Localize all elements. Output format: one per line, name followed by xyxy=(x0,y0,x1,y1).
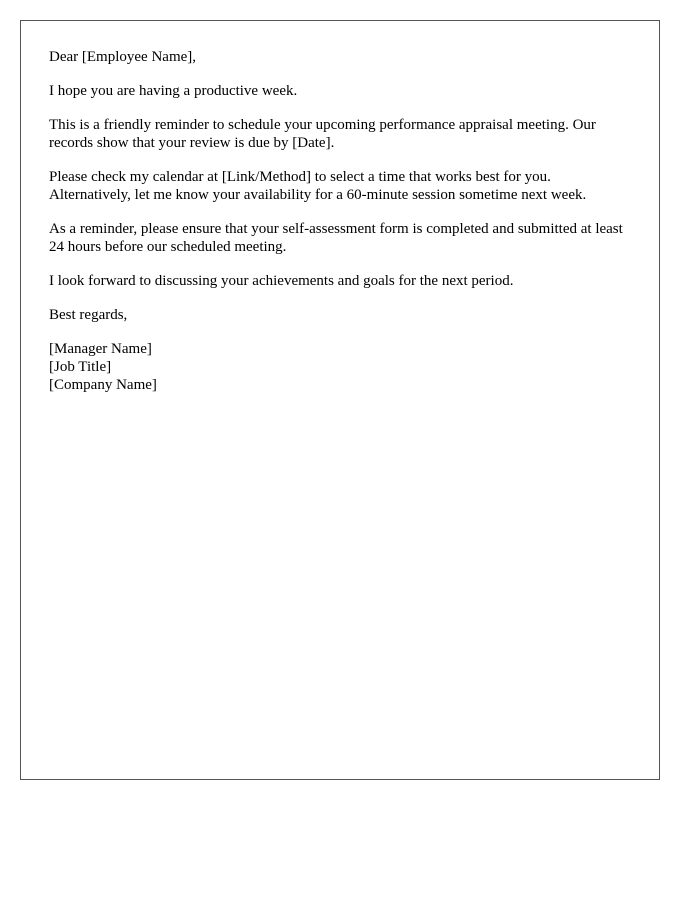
letter-document xyxy=(20,20,660,780)
paragraph-closing-remark: I look forward to discussing your achievements and goals for the next period. xyxy=(49,273,514,289)
signature-company: [Company Name] xyxy=(49,377,157,393)
paragraph-self-assessment: As a reminder, please ensure that your self-assessment form is completed and submitted at least 24 hours before our scheduled meeting. xyxy=(49,221,623,255)
signature-title: [Job Title] xyxy=(49,359,112,375)
paragraph-scheduling: Please check my calendar at [Link/Method] to select a time that works best for you. Alternatively, let me know your availability for a 60-minute session sometime next week. xyxy=(49,169,587,203)
salutation: Dear [Employee Name], xyxy=(49,49,197,65)
closing: Best regards, xyxy=(49,307,128,323)
signature-name: [Manager Name] xyxy=(49,341,152,357)
signature-block xyxy=(49,340,631,394)
paragraph-greeting: I hope you are having a productive week. xyxy=(49,83,298,99)
paragraph-reminder: This is a friendly reminder to schedule your upcoming performance appraisal meeting. Our records show that your review is due by [Date]. xyxy=(49,117,596,151)
